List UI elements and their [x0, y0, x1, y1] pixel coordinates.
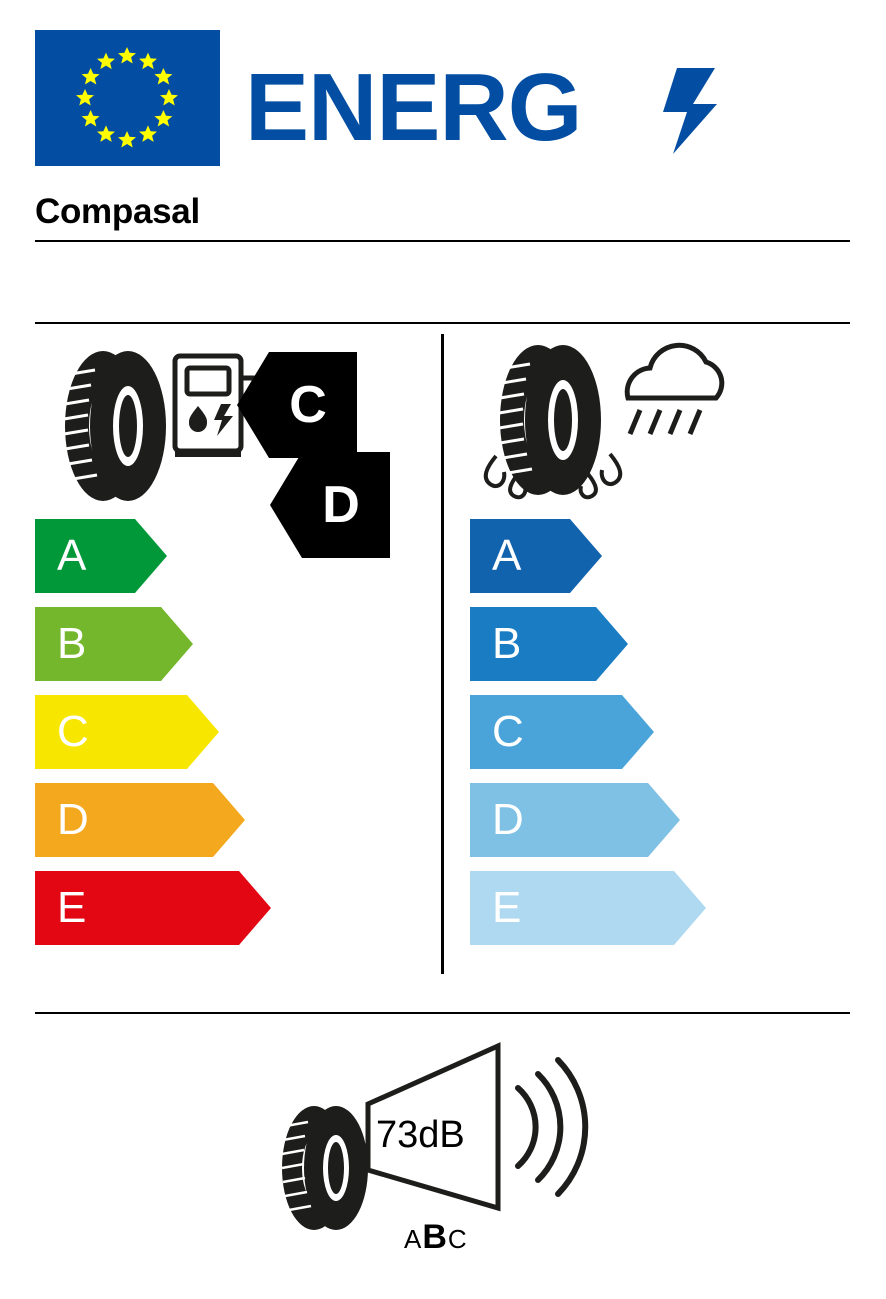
wet-class-b-bar	[470, 607, 628, 681]
eu-energy-header	[35, 30, 850, 170]
wet-grip-panel	[470, 334, 870, 959]
divider-bottom	[35, 1012, 850, 1014]
tyre-icon	[499, 345, 601, 495]
fuel-class-c-bar	[35, 695, 219, 769]
noise-class-a: A	[404, 1224, 423, 1254]
divider-top	[35, 322, 850, 324]
wet-class-e-label: E	[492, 883, 522, 932]
divider-brand	[35, 240, 850, 242]
class-row	[470, 519, 870, 607]
class-row	[470, 871, 870, 959]
wet-class-e-bar	[470, 871, 706, 945]
fuel-class-b-label: B	[57, 619, 87, 668]
wet-class-b-label: B	[492, 619, 522, 668]
noise-class-c: C	[447, 1224, 468, 1254]
wet-class-a-bar	[470, 519, 602, 593]
fuel-efficiency-panel	[35, 334, 435, 959]
class-row	[470, 695, 870, 783]
pump-base	[175, 451, 241, 457]
class-row	[35, 871, 435, 959]
class-row	[35, 695, 435, 783]
fuel-class-a-label: A	[57, 531, 87, 580]
fuel-selected-marker	[270, 452, 390, 558]
rain-cloud-icon	[627, 345, 722, 434]
tyre-icon	[64, 351, 166, 501]
wet-selected-label: C	[289, 376, 327, 434]
class-row	[470, 783, 870, 871]
energy-wordmark	[245, 64, 745, 154]
wet-class-a-label: A	[492, 531, 522, 580]
fuel-selected-label: D	[322, 476, 360, 534]
wet-class-bars	[470, 519, 870, 959]
energy-bolt-icon	[663, 68, 717, 154]
fuel-drop-icon	[189, 404, 233, 436]
fuel-class-d-bar	[35, 783, 245, 857]
noise-value: 73dB	[376, 1114, 465, 1156]
fuel-class-b-bar	[35, 607, 193, 681]
fuel-class-a-bar	[35, 519, 167, 593]
wet-selected-marker	[237, 352, 357, 458]
wet-class-c-label: C	[492, 707, 524, 756]
brand-name: Compasal	[35, 192, 200, 231]
fuel-class-d-label: D	[57, 795, 89, 844]
noise-class-row	[404, 1218, 468, 1257]
noise-class-b: B	[422, 1218, 448, 1256]
wet-class-d-label: D	[492, 795, 524, 844]
wet-class-c-bar	[470, 695, 654, 769]
tyre-icon	[282, 1106, 368, 1230]
noise-panel	[270, 1030, 620, 1270]
divider-vertical	[441, 334, 444, 974]
class-row	[35, 783, 435, 871]
wet-grip-pictogram	[470, 334, 870, 519]
wordmark-text: ENERG	[245, 64, 582, 156]
class-row	[35, 607, 435, 695]
class-row	[470, 607, 870, 695]
fuel-class-c-label: C	[57, 707, 89, 756]
fuel-class-e-label: E	[57, 883, 87, 932]
eu-flag	[35, 30, 220, 166]
fuel-class-e-bar	[35, 871, 271, 945]
fuel-class-bars	[35, 519, 435, 959]
wet-class-d-bar	[470, 783, 680, 857]
